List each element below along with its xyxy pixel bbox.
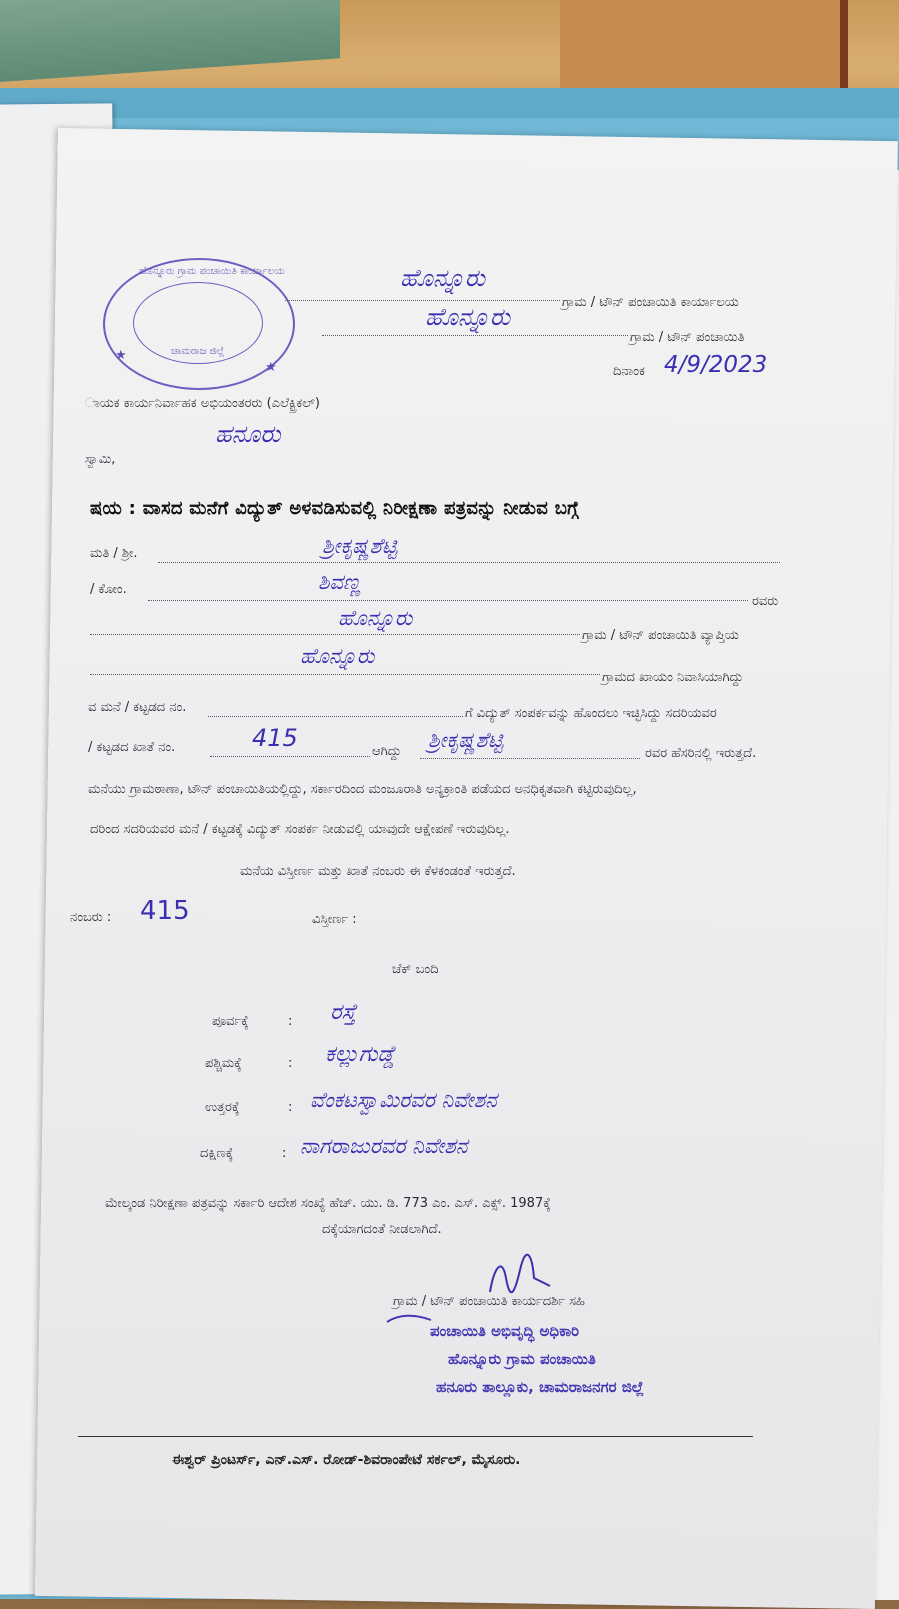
name-label: ಮತಿ / ಶ್ರೀ. bbox=[90, 546, 138, 561]
office-name-handwritten: ಹೊನ್ನೂರು bbox=[400, 264, 486, 292]
seal-line-1: ಪಂಚಾಯಿತಿ ಅಭಿವೃದ್ಧಿ ಅಧಿಕಾರಿ bbox=[430, 1322, 580, 1340]
boundary-east-value: ರಸ್ತೆ bbox=[330, 1000, 357, 1025]
office-stamp bbox=[103, 258, 295, 390]
seal-line-2: ಹೊನ್ನೂರು ಗ್ರಾಮ ಪಂಚಾಯಿತಿ bbox=[448, 1350, 596, 1368]
subject-line: ಷಯ : ವಾಸದ ಮನೆಗೆ ವಿದ್ಯುತ್ ಅಳವಡಿಸುವಲ್ಲಿ ನಿರೀಕ್ಷಣಾ ಪತ್ರವನ್ನು ನೀಡುವ ಬಗ್ಗೆ bbox=[90, 498, 579, 519]
father-label: / ಕೋಂ. bbox=[90, 582, 127, 597]
seal-line-3: ಹನೂರು ತಾಲ್ಲೂಕು, ಚಾಮರಾಜನಗರ ಜಿಲ್ಲೆ bbox=[436, 1378, 644, 1396]
boundary-east-label: ಪೂರ್ವಕ್ಕೆ bbox=[212, 1014, 249, 1029]
boundary-east-sep: : bbox=[288, 1014, 293, 1029]
village-handwritten: ಹೊನ್ನೂರು bbox=[338, 606, 413, 630]
stamp-bottom-text: ಚಾಮರಾಜ ಜಿಲ್ಲೆ bbox=[171, 346, 225, 357]
boundary-north-label: ಉತ್ತರಕ್ಕೆ bbox=[205, 1100, 240, 1115]
star-icon: ★ bbox=[265, 360, 277, 375]
khata-number-handwritten: 415 bbox=[252, 724, 298, 752]
area-label: ವಿಸ್ತೀರ್ಣ : bbox=[312, 912, 357, 927]
boundary-south-value: ನಾಗರಾಜುರವರ ನಿವೇಶನ bbox=[300, 1134, 468, 1158]
office-label: ಗ್ರಾಮ / ಟೌನ್ ಪಂಚಾಯಿತಿ ಕಾರ್ಯಾಲಯ bbox=[562, 295, 739, 310]
addressee-place-handwritten: ಹನೂರು bbox=[215, 420, 281, 448]
footer-rule bbox=[78, 1436, 753, 1437]
house-number-label: ವ ಮನೆ / ಕಟ್ಟಡದ ನಂ. bbox=[88, 700, 187, 715]
star-icon: ★ bbox=[115, 348, 127, 363]
boundary-west-sep: : bbox=[288, 1056, 293, 1071]
printer-footer: ಈಶ್ವರ್ ಪ್ರಿಂಟರ್ಸ್, ಎನ್.ಎಸ್. ರೋಡ್-ಶಿವರಾಂಪೇಟೆ ಸರ್ಕಲ್, ಮೈಸೂರು. bbox=[172, 1452, 521, 1468]
office-dotted-line bbox=[285, 300, 560, 301]
village-dotted-line bbox=[90, 634, 580, 635]
name-handwritten: ಶ್ರೀಕೃಷ್ಣಶೆಟ್ಟಿ bbox=[322, 534, 398, 558]
panchayat-name-handwritten: ಹೊನ್ನೂರು bbox=[425, 303, 511, 331]
boundary-south-sep: : bbox=[282, 1146, 287, 1161]
boundary-north-sep: : bbox=[288, 1100, 293, 1115]
house-number-suffix: ಗೆ ವಿದ್ಯುತ್ ಸಂಪರ್ಕವನ್ನು ಹೊಂದಲು ಇಚ್ಛಿಸಿದ್ದು ಸದರಿಯವರ bbox=[465, 706, 717, 721]
number-handwritten: 415 bbox=[140, 896, 190, 926]
house-number-dotted-line bbox=[208, 716, 463, 717]
signatory-label: ಗ್ರಾಮ / ಟೌನ್ ಪಂಚಾಯಿತಿ ಕಾರ್ಯದರ್ಶಿ ಸಹಿ bbox=[393, 1294, 585, 1309]
father-dotted-line bbox=[148, 600, 748, 601]
village2-handwritten: ಹೊನ್ನೂರು bbox=[300, 644, 375, 668]
panchayat-label: ಗ್ರಾಮ / ಟೌನ್ ಪಂಚಾಯಿತಿ bbox=[630, 330, 745, 345]
owner-handwritten: ಶ್ರೀಕೃಷ್ಣಶೆಟ್ಟಿ bbox=[428, 728, 504, 752]
date-handwritten: 4/9/2023 bbox=[664, 352, 768, 378]
village2-dotted-line bbox=[90, 674, 600, 675]
khata-dotted-line bbox=[210, 756, 370, 757]
seal-flourish bbox=[385, 1312, 435, 1328]
para-1: ಮನೆಯು ಗ್ರಾಮಠಾಣಾ, ಟೌನ್ ಪಂಚಾಯಿತಿಯಲ್ಲಿದ್ದು, ಸರ್ಕಾರದಿಂದ ಮಂಜೂರಾತಿ ಅನ್ಯಕ್ರಾಂತಿ ಪಡೆಯದ ಅನಧಿಕೃತವಾಗಿ ಕಟ್ಟಿರುವುದಿಲ್ಲ, bbox=[88, 782, 637, 797]
addressee-line: ಾಯಕ ಕಾರ್ಯನಿರ್ವಾಹಕ ಅಭಿಯಂತರರು (ಎಲೆಕ್ಟ್ರಿಕಲ್) bbox=[85, 396, 320, 411]
boundary-north-value: ವೆಂಕಟಸ್ವಾಮಿರವರ ನಿವೇಶನ bbox=[310, 1088, 497, 1112]
closing-line-2: ದಕ್ಕೆಯಾಗದಂತೆ ನೀಡಲಾಗಿದೆ. bbox=[322, 1222, 442, 1237]
date-label: ದಿನಾಂಕ bbox=[613, 364, 645, 379]
para-3: ಮನೆಯ ವಿಸ್ತೀರ್ಣ ಮತ್ತು ಖಾತೆ ನಂಬರು ಈ ಕೆಳಕಂಡಂತೆ ಇರುತ್ತದೆ. bbox=[240, 864, 516, 879]
father-suffix: ರವರು bbox=[752, 594, 779, 609]
owner-dotted-line bbox=[420, 758, 640, 759]
stamp-ring-text: ಹೊನ್ನೂರು ಗ್ರಾಮ ಪಂಚಾಯಿತಿ ಕಾರ್ಯಾಲಯ bbox=[139, 266, 285, 277]
panchayat-dotted-line bbox=[322, 335, 628, 336]
khata-mid: ಆಗಿದ್ದು bbox=[372, 744, 402, 759]
number-label: ನಂಬರು : bbox=[70, 910, 112, 925]
boundary-west-value: ಕಲ್ಲುಗುಡ್ಡೆ bbox=[325, 1042, 396, 1067]
closing-line-1: ಮೇಲ್ಕಂಡ ನಿರೀಕ್ಷಣಾ ಪತ್ರವನ್ನು ಸರ್ಕಾರಿ ಆದೇಶ ಸಂಖ್ಯೆ ಹೆಚ್. ಯು. ಡಿ. 773 ಎಂ. ಎಸ್. ಎಕ್ಸ್. 1987ಕ್ಕೆ bbox=[105, 1196, 551, 1211]
village2-label: ಗ್ರಾಮದ ಖಾಯಂ ನಿವಾಸಿಯಾಗಿದ್ದು bbox=[602, 670, 744, 685]
boundary-south-label: ದಕ್ಷಿಣಕ್ಕೆ bbox=[200, 1146, 234, 1161]
father-handwritten: ಶಿವಣ್ಣ bbox=[318, 570, 361, 594]
khata-suffix: ರವರ ಹೆಸರಿನಲ್ಲಿ ಇರುತ್ತದೆ. bbox=[645, 746, 757, 761]
salutation: ಸ್ವಾಮಿ, bbox=[85, 452, 116, 467]
village-label: ಗ್ರಾಮ / ಟೌನ್ ಪಂಚಾಯಿತಿ ವ್ಯಾಪ್ತಿಯ bbox=[582, 628, 739, 643]
boundaries-title: ಚೆಕ್ ಬಂದಿ bbox=[392, 962, 439, 977]
name-dotted-line bbox=[158, 562, 780, 563]
boundary-west-label: ಪಶ್ಚಿಮಕ್ಕೆ bbox=[205, 1056, 242, 1071]
khata-label: / ಕಟ್ಟಡದ ಖಾತೆ ನಂ. bbox=[88, 740, 176, 755]
para-2: ದರಿಂದ ಸದರಿಯವರ ಮನೆ / ಕಟ್ಟಡಕ್ಕೆ ವಿದ್ಯುತ್ ಸಂಪರ್ಕ ನೀಡುವಲ್ಲಿ ಯಾವುದೇ ಆಕ್ಷೇಪಣೆ ಇರುವುದಿಲ್ಲ. bbox=[90, 822, 510, 837]
